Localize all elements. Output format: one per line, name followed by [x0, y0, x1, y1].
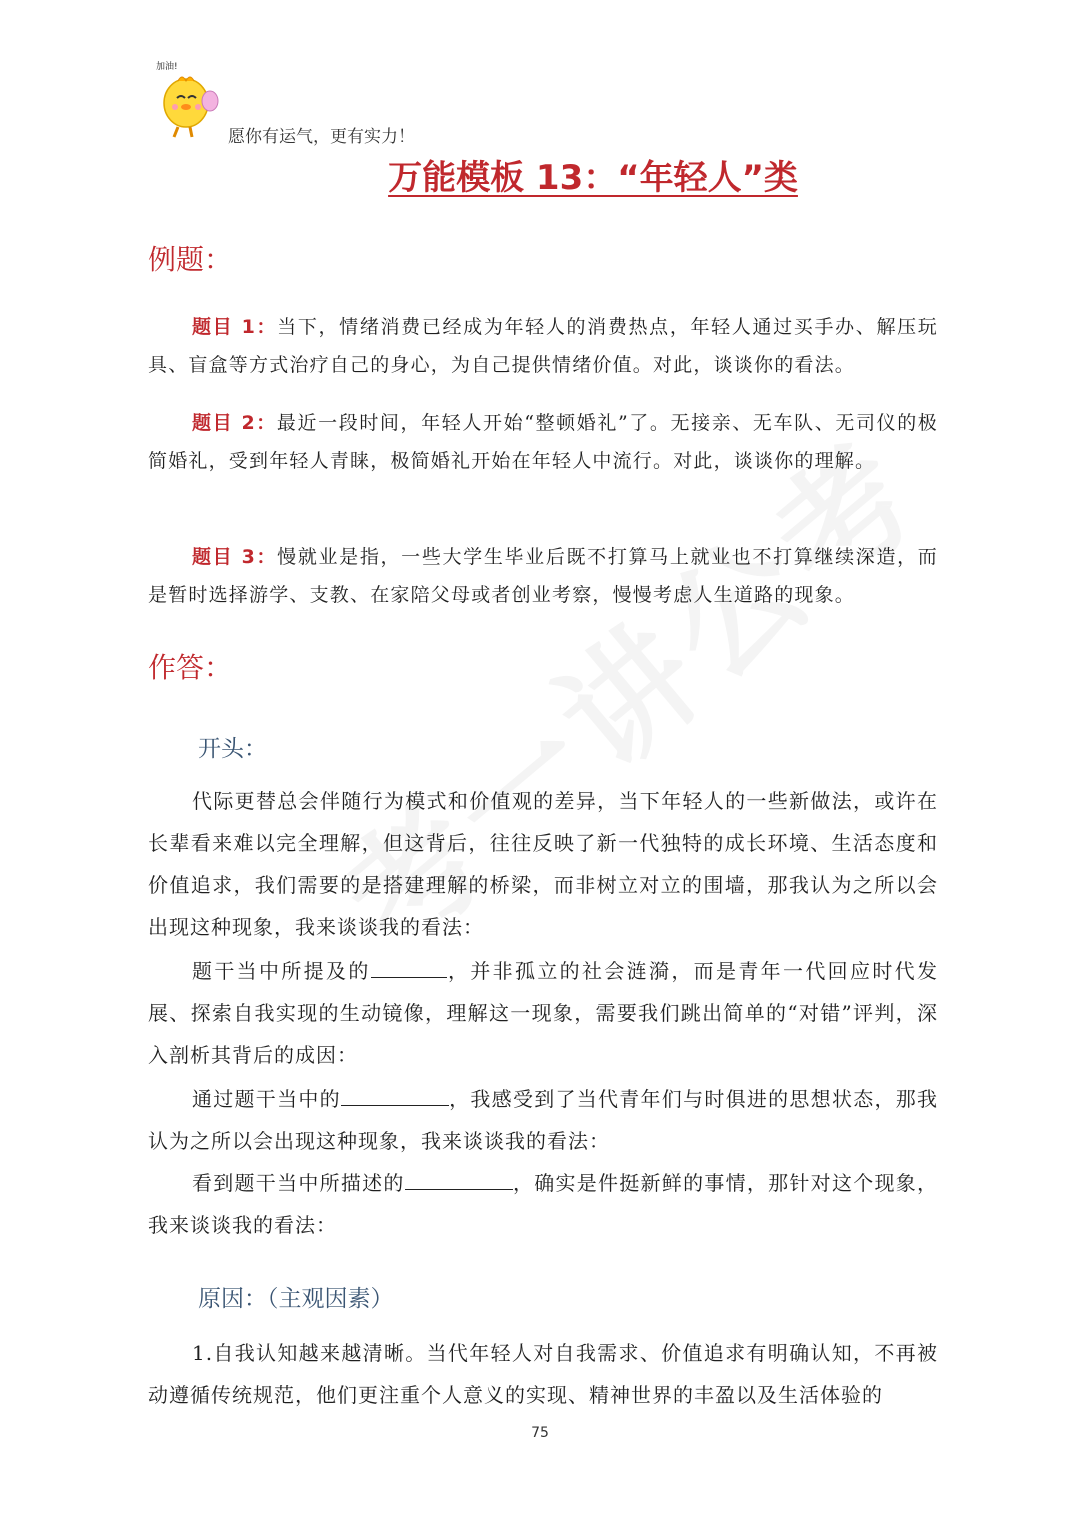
- question-2: [148, 404, 938, 480]
- answer-heading: 作答：: [148, 651, 233, 684]
- reasons-paragraph-1: 1.自我认知越来越清晰。当代年轻人对自我需求、价值追求有明确认知，不再被动遵循传统规范，他们更注重个人意义的实现、精神世界的丰盈以及生活体验的: [148, 1341, 938, 1407]
- example-heading: 例题：: [148, 243, 233, 276]
- question-text: 当下，情绪消费已经成为年轻人的消费热点，年轻人通过买手办、解压玩具、盲盒等方式治疗自己的身心，为自己提供情绪价值。对此，谈谈你的看法。: [148, 316, 938, 376]
- fill-blank: [341, 1081, 449, 1106]
- page-title: 万能模板 13：“年轻人”类: [388, 158, 798, 198]
- opening-heading: 开头：: [198, 736, 267, 762]
- question-label: 题目 2：: [192, 412, 277, 434]
- question-3: [148, 538, 938, 614]
- opening-paragraph-3: 通过题干当中的 ，我感受到了当代青年们与时俱进的思想状态，那我认为之所以会出现这种现象，我来谈谈我的看法：: [148, 1078, 938, 1162]
- question-1: [148, 308, 938, 384]
- fill-blank: [371, 953, 447, 978]
- question-label: 题目 3：: [192, 546, 278, 568]
- mascot-label: 加油!: [156, 62, 178, 72]
- opening-paragraph-2: 题干当中所提及的 ，并非孤立的社会涟漪，而是青年一代回应时代发展、探索自我实现的生动镜像，理解这一现象，需要我们跳出简单的“对错”评判，深入剖析其背后的成因：: [148, 950, 938, 1076]
- chick-mascot-icon: [148, 55, 238, 145]
- question-text: 最近一段时间，年轻人开始“整顿婚礼”了。无接亲、无车队、无司仪的极简婚礼，受到年轻人青睐，极简婚礼开始在年轻人中流行。对此，谈谈你的理解。: [148, 412, 939, 472]
- opening-paragraph-4: 看到题干当中所描述的 ，确实是件挺新鲜的事情，那针对这个现象，我来谈谈我的看法：: [148, 1162, 938, 1246]
- motto-text: 愿你有运气，更有实力！: [228, 127, 415, 147]
- fill-blank: [405, 1165, 513, 1190]
- opening-paragraph-1: 代际更替总会伴随行为模式和价值观的差异，当下年轻人的一些新做法，或许在长辈看来难以完全理解，但这背后，往往反映了新一代独特的成长环境、生活态度和价值追求，我们需要的是搭建理解的桥梁，而非树立对立的围墙，那我认为之所以会出现这种现象，我来谈谈我的看法：: [148, 789, 938, 939]
- page-number: 75: [531, 1425, 549, 1441]
- reasons-heading: 原因：（主观因素）: [198, 1286, 394, 1312]
- question-text: 慢就业是指，一些大学生毕业后既不打算马上就业也不打算继续深造，而是暂时选择游学、支教、在家陪父母或者创业考察，慢慢考虑人生道路的现象。: [148, 546, 938, 606]
- question-label: 题目 1：: [192, 316, 278, 338]
